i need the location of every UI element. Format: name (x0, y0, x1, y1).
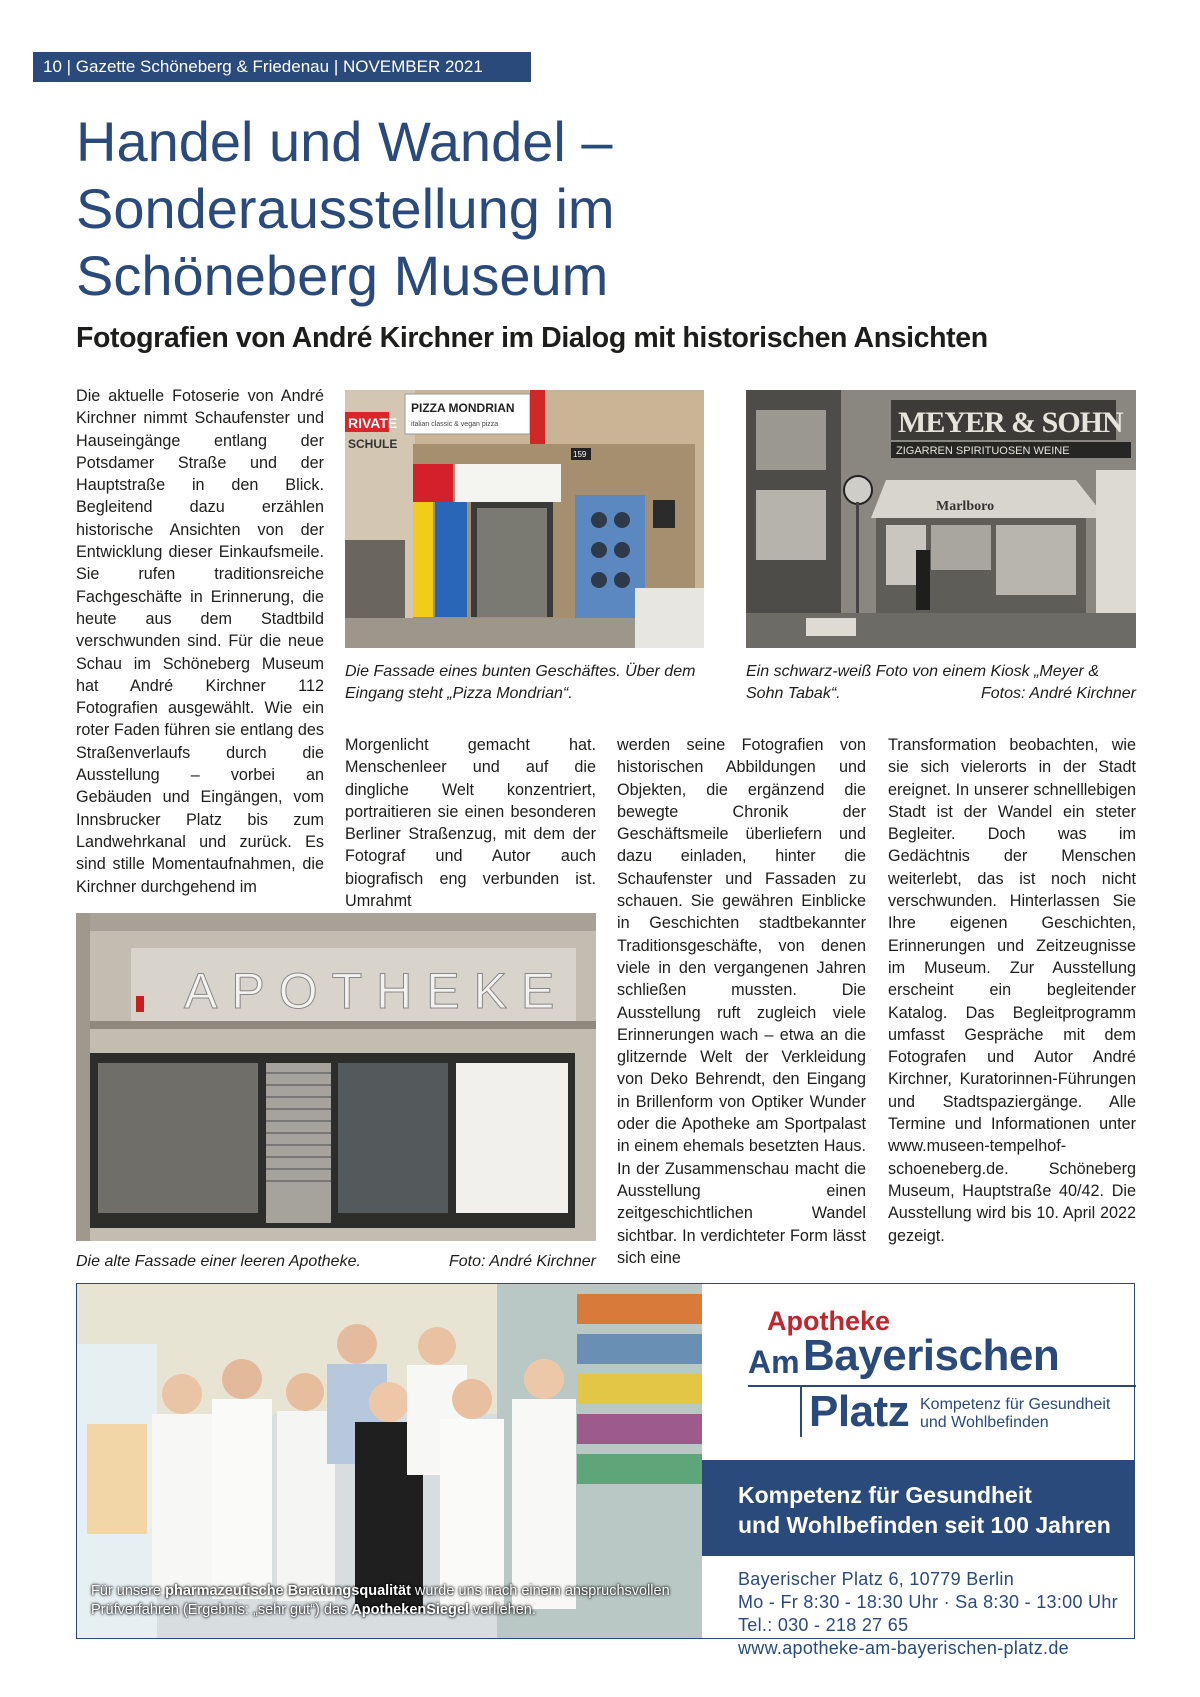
logo-divider (748, 1385, 1136, 1387)
column-text: werden seine Fotografien von historischen Abbildungen und Objekten, die ergänzend die bewegte Chronik der Geschäftsmeile überliefern und dazu einladen, hinter die Schaufenster und Fassaden zu schauen. Sie gewähren Einblicke in Geschichten stadtbekannter Traditionsgeschäfte, von denen viele in den vergangenen Jahren schließen mussten. Die Ausstellung ruft zugleich viele Erinnerungen wach – etwa an die glitzernde Welt der Verkleidung von Deko Behrendt, den Eingang in Brillenform von Optiker Wunder oder die Apotheke am Sportpalast in einem ehemals besetzten Haus. In der Zusammenschau macht die Ausstellung einen zeitgeschichtlichen Wandel sichtbar. In verdichteter Form lässt sich eine (617, 736, 866, 1267)
title-line: Handel und Wandel – (76, 110, 613, 173)
page-number: 10 (43, 57, 62, 76)
shop-sign-subtext: italian classic & vegan pizza (411, 421, 499, 428)
photo-kiosk-meyer-sohn (746, 390, 1136, 648)
website-link[interactable]: www.apotheke-am-bayerischen-platz.de (738, 1638, 1069, 1658)
header-separator: | (66, 57, 76, 76)
header-separator: | (333, 57, 343, 76)
apotheke-facade-image (76, 913, 596, 1241)
side-sign-text: RIVATE (348, 415, 398, 431)
title-line: Schöneberg Museum (76, 244, 609, 307)
apotheke-sign-text: APOTHEKE (184, 963, 569, 1019)
banner-line: und Wohlbefinden seit 100 Jahren (738, 1512, 1111, 1538)
contact-info (738, 1568, 1118, 1660)
page-header (33, 52, 531, 82)
disclaimer-text: Für unsere (91, 1583, 166, 1599)
photo-credit: Foto: André Kirchner (448, 1253, 596, 1270)
disclaimer-text: verliehen. (468, 1602, 536, 1618)
caption-pizza-mondrian: Die Fassade eines bunten Geschäftes. Über dem Eingang steht „Pizza Mondrian“. (345, 663, 696, 702)
slogan-banner (702, 1460, 1134, 1556)
brand-apotheke: Apotheke (767, 1306, 891, 1336)
pharmacy-advertisement (76, 1283, 1135, 1658)
title-line: Sonderausstellung im (76, 177, 615, 240)
column-text: Transformation beobachten, wie sie sich vielerorts in der Stadt ereignet. In unserer schnelllebigen Stadt ist der Wandel ein steter Begleiter. Doch was im Gedächtnis der Menschen weiterlebt, das ist noch nicht verschwunden. Hinterlassen Sie Ihre eigenen Geschichten, Erinnerungen und Zeitzeugnisse im Museum. Zur Ausstellung erscheint ein begleitender Katalog. Das Begleitprogramm umfasst Gespräche mit dem Fotografen und Autor André Kirchner, Kuratorinnen-Führungen und Stadtspaziergänge. Alle Termine und Informationen unter www.museen-tempelhof-schoeneberg.de. Schöneberg Museum, Hauptstraße 40/42. Die Ausstellung wird bis 10. April 2022 gezeigt. (888, 736, 1136, 1245)
article-column-2 (345, 734, 596, 912)
photo-old-apotheke (76, 913, 596, 1241)
brand-tagline (920, 1396, 1110, 1432)
caption-apotheke (76, 1251, 596, 1273)
side-sign-text: SCHULE (348, 437, 398, 451)
kiosk-image (746, 390, 1136, 648)
banner-line: Kompetenz für Gesundheit (738, 1482, 1032, 1508)
caption-text: Ein schwarz-weiß Foto von einem Kiosk „Meyer & Sohn Tabak“. (746, 663, 1099, 702)
phone-number: Tel.: 030 - 218 27 65 (738, 1615, 909, 1635)
disclaimer-bold: ApothekenSiegel (351, 1602, 469, 1618)
kiosk-sign-text: MEYER & SOHN (898, 406, 1123, 439)
photo-pizza-mondrian (345, 390, 704, 648)
caption-kiosk (746, 661, 1136, 705)
photo-credit: Fotos: André Kirchner (980, 685, 1136, 702)
kiosk-subsign-text: ZIGARREN SPIRITUOSEN WEINE (896, 445, 1070, 457)
brand-am: Am (748, 1344, 800, 1380)
awning-text: Marlboro (936, 499, 995, 514)
disclaimer-bold: pharmazeutische Beratungsqualität (165, 1583, 411, 1599)
logo-divider-vertical (800, 1385, 802, 1437)
tagline-line: Kompetenz für Gesundheit (920, 1396, 1111, 1413)
issue-date: NOVEMBER 2021 (342, 57, 483, 76)
article-column-1 (76, 385, 324, 898)
address: Bayerischer Platz 6, 10779 Berlin (738, 1569, 1015, 1589)
brand-bayerischen: Bayerischen (803, 1331, 1060, 1380)
shop-sign-text: PIZZA MONDRIAN (411, 401, 515, 415)
article-title (76, 108, 796, 309)
pharmacy-info-panel (702, 1284, 1134, 1658)
pharmacy-team-photo (77, 1284, 702, 1638)
column-text: Die aktuelle Fotoserie von André Kirchner nimmt Schaufenster und Hauseingänge entlang der Potsdamer Straße und der Hauptstraße in den Blick. Begleitend dazu erzählen historische Ansichten von der Entwicklung dieser Einkaufsmeile. Sie rufen traditionsreiche Fachgeschäfte in Erinnerung, die heute aus dem Stadtbild verschwunden sind. Für die neue Schau im Schöneberg Museum hat André Kirchner 112 Fotografien ausgewählt. Wie ein roter Faden führen sie entlang des Straßenverlaufs durch die Ausstellung – vorbei an Gebäuden und Eingängen, vom Innsbrucker Platz bis zum Landwehrkanal und zurück. Es sind stille Momentaufnahmen, die Kirchner durchgehend im (76, 387, 324, 896)
article-subtitle: Fotografien von André Kirchner im Dialog mit historischen Ansichten (76, 322, 988, 354)
quality-seal-disclaimer (91, 1582, 691, 1620)
article-column-4 (888, 734, 1136, 1247)
column-text: Morgenlicht gemacht hat. Menschenleer und auf die dingliche Welt konzentriert, portraitieren sie einen besonderen Berliner Straßenzug, mit dem der Fotograf und Autor auch biografisch eng verbunden ist. Umrahmt (345, 736, 596, 911)
caption-text: Die alte Fassade einer leeren Apotheke. (76, 1253, 361, 1270)
opening-hours: Mo - Fr 8:30 - 18:30 Uhr · Sa 8:30 - 13:00 Uhr (738, 1592, 1118, 1612)
brand-platz: Platz (809, 1387, 910, 1436)
disclaimer-text: wurde uns nach einem anspruchsvollen Prüfverfahren (Ergebnis: „sehr gut“) das (91, 1583, 670, 1618)
tagline-line: und Wohlbefinden (920, 1414, 1049, 1431)
house-number: 159 (573, 450, 587, 459)
publication-name: Gazette Schöneberg & Friedenau (75, 57, 330, 76)
mondrian-facade-image (345, 390, 704, 648)
article-column-3 (617, 734, 866, 1269)
